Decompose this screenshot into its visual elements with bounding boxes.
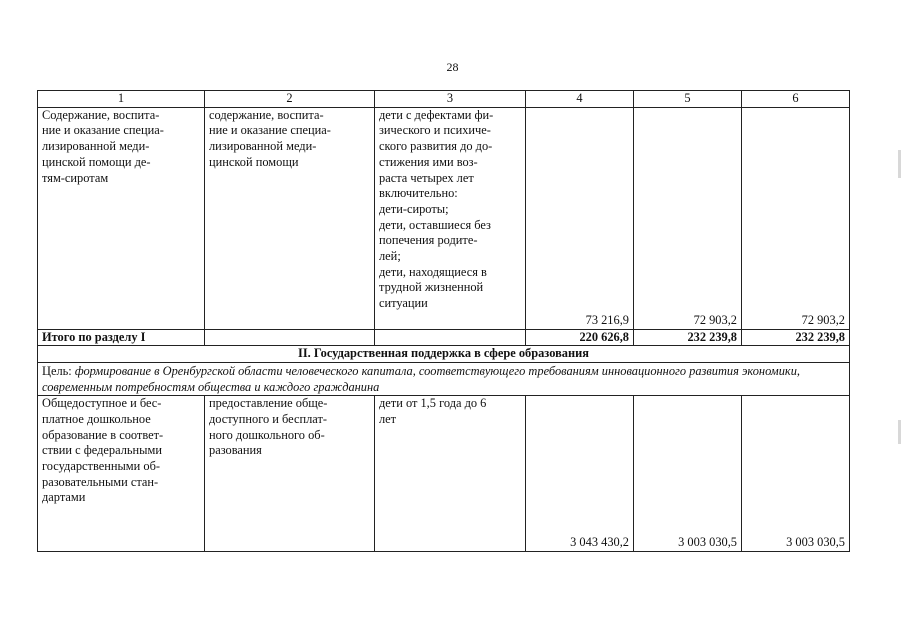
column-number: 5 <box>634 91 742 108</box>
recipients-cell: дети от 1,5 года до 6 лет <box>375 396 526 552</box>
value-cell: 3 003 030,5 <box>634 396 742 552</box>
page-number: 28 <box>446 60 459 74</box>
goal-row <box>38 363 850 396</box>
value-cell: 73 216,9 <box>526 107 634 329</box>
value-cell: 3 043 430,2 <box>526 396 634 552</box>
scan-artifact <box>898 150 901 178</box>
column-numbers-row <box>38 91 850 108</box>
value-cell: 72 903,2 <box>742 107 850 329</box>
section-total-row <box>38 329 850 346</box>
total-value: 232 239,8 <box>742 329 850 346</box>
column-number: 6 <box>742 91 850 108</box>
service-content-cell: содержание, воспита- ние и оказание специа- лизированной меди- цинской помощи <box>205 107 375 329</box>
recipients-cell: дети с дефектами фи- зического и психиче- ского развития до до- стижения ими воз- раста четырех лет включительно: дети-сироты; дети, оставшиеся без попечения родите- лей; дети, находящиеся в трудной жизненной ситуации <box>375 107 526 329</box>
total-value: 220 626,8 <box>526 329 634 346</box>
goal-text: формирование в Оренбургской области человеческого капитала, соответствующего требованиям инновационного развития экономики, современным потребностям общества и каждого гражданина <box>42 364 800 395</box>
scan-artifact <box>898 420 901 444</box>
value-cell: 3 003 030,5 <box>742 396 850 552</box>
service-content-cell: предоставление обще- доступного и бесплат- ного дошкольного об- разования <box>205 396 375 552</box>
service-name-cell: Содержание, воспита- ние и оказание специа- лизированной меди- цинской помощи де- тям-сиротам <box>38 107 205 329</box>
value-cell: 72 903,2 <box>634 107 742 329</box>
section-heading-row <box>38 346 850 363</box>
total-value: 232 239,8 <box>634 329 742 346</box>
column-number: 4 <box>526 91 634 108</box>
goal-label: Цель: <box>42 364 75 379</box>
column-number: 2 <box>205 91 375 108</box>
table-row <box>38 107 850 329</box>
column-number: 1 <box>38 91 205 108</box>
table-row <box>38 396 850 552</box>
section-title: II. Государственная поддержка в сфере образования <box>38 346 850 363</box>
goal-cell <box>38 363 850 396</box>
service-name-cell: Общедоступное и бес- платное дошкольное образование в соответ- ствии с федеральными государственными об- разовательными стан- дартами <box>38 396 205 552</box>
budget-table <box>37 90 850 552</box>
empty-cell <box>375 329 526 346</box>
empty-cell <box>205 329 375 346</box>
column-number: 3 <box>375 91 526 108</box>
total-label: Итого по разделу I <box>38 329 205 346</box>
